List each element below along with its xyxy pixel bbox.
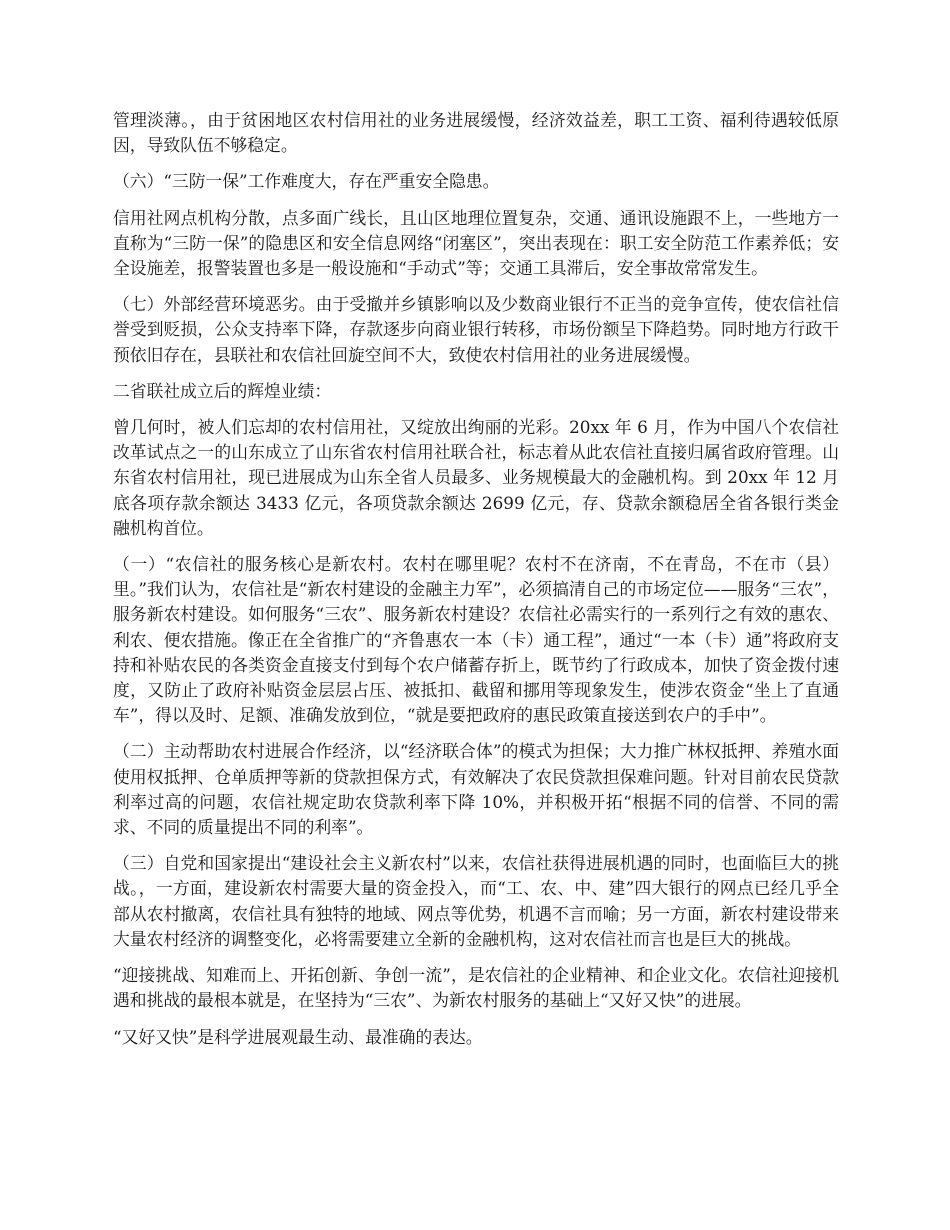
paragraph-seven-environment: （七）外部经营环境恶劣。由于受撤并乡镇影响以及少数商业银行不正当的竞争宣传，使农信社信誉受到贬损，公众支持率下降，存款逐步向商业银行转移，市场份额呈下降趋势。同时地方行政干预依旧存在，县联社和农信社回旋空间不大，致使农村信用社的业务进展缓慢。 <box>113 294 839 365</box>
paragraph-two-cooperative-economy: （二）主动帮助农村进展合作经济，以“经济联合体”的模式为担保；大力推广林权抵押、养殖水面使用权抵押、仓单质押等新的贷款担保方式，有效解决了农民贷款担保难问题。针对目前农民贷款利率过高的问题，农信社规定助农贷款利率下降 10%，并积极开拓“根据不同的信誉、不同的需求、不同的质量提出不同的利率”。 <box>113 741 839 838</box>
paragraph-shandong-union: 曾几何时，被人们忘却的农村信用社，又绽放出绚丽的光彩。20xx 年 6 月，作为中国八个农信社改革试点之一的山东成立了山东省农村信用社联合社，标志着从此农信社直接归属省政府管理。山东省农村信用社，现已进展成为山东全省人员最多、业务规模最大的金融机构。到 20xx 年 12 月底各项存款余额达 3433 亿元，各项贷款余额达 2699 亿元，存、贷款余额稳居全省各银行类金融机构首位。 <box>113 417 839 538</box>
paragraph-good-and-fast: “又好又快”是科学进展观最生动、最准确的表达。 <box>113 1026 483 1047</box>
paragraph-one-new-countryside: （一）“农信社的服务核心是新农村。农村在哪里呢？农村不在济南，不在青岛，不在市（县）里。”我们认为，农信社是“新农村建设的金融主力军”，必须搞清自己的市场定位——服务“三农”，服务新农村建设。如何服务“三农”、服务新农村建设？农信社必需实行的一系列行之有效的惠农、利农、便农措施。像正在全省推广的“齐鲁惠农一本（卡）通工程”，通过“一本（卡）通”将政府支持和补贴农民的各类资金直接支付到每个农户储蓄存折上，既节约了行政成本，加快了资金拨付速度，又防止了政府补贴资金层层占压、被抵扣、截留和挪用等现象发生，使涉农资金“坐上了直通车”，得以及时、足额、准确发放到位，“就是要把政府的惠民政策直接送到农户的手中”。 <box>113 554 839 726</box>
paragraph-three-challenges: （三）自党和国家提出“建设社会主义新农村”以来，农信社获得进展机遇的同时，也面临巨大的挑战。，一方面，建设新农村需要大量的资金投入，而“工、农、中、建”四大银行的网点已经几乎全部从农村撤离，农信社具有独特的地域、网点等优势，机遇不言而喻；另一方面，新农村建设带来大量农村经济的调整变化，必将需要建立全新的金融机构，这对农信社而言也是巨大的挑战。 <box>113 853 839 949</box>
heading-six-security: （六）“三防一保”工作难度大，存在严重安全隐患。 <box>113 171 500 192</box>
heading-achievements: 二省联社成立后的辉煌业绩： <box>113 380 332 401</box>
paragraph-enterprise-spirit: “迎接挑战、知难而上、开拓创新、争创一流”，是农信社的企业精神、和企业文化。农信社迎接机遇和挑战的最根本就是，在坚持为“三农”、为新农村服务的基础上“又好又快”的进展。 <box>113 965 839 1011</box>
document-body <box>113 108 839 1061</box>
paragraph-security-risks: 信用社网点机构分散，点多面广线长，且山区地理位置复杂，交通、通讯设施跟不上，一些地方一直称为“三防一保”的隐患区和安全信息网络“闭塞区”，突出表现在：职工安全防范工作素养低；安全设施差，报警装置也多是一般设施和“手动式”等；交通工具滞后，安全事故常常发生。 <box>113 207 839 279</box>
paragraph-staff-stability: 管理淡薄。，由于贫困地区农村信用社的业务进展缓慢，经济效益差，职工工资、福利待遇较低原因，导致队伍不够稳定。 <box>113 110 839 156</box>
